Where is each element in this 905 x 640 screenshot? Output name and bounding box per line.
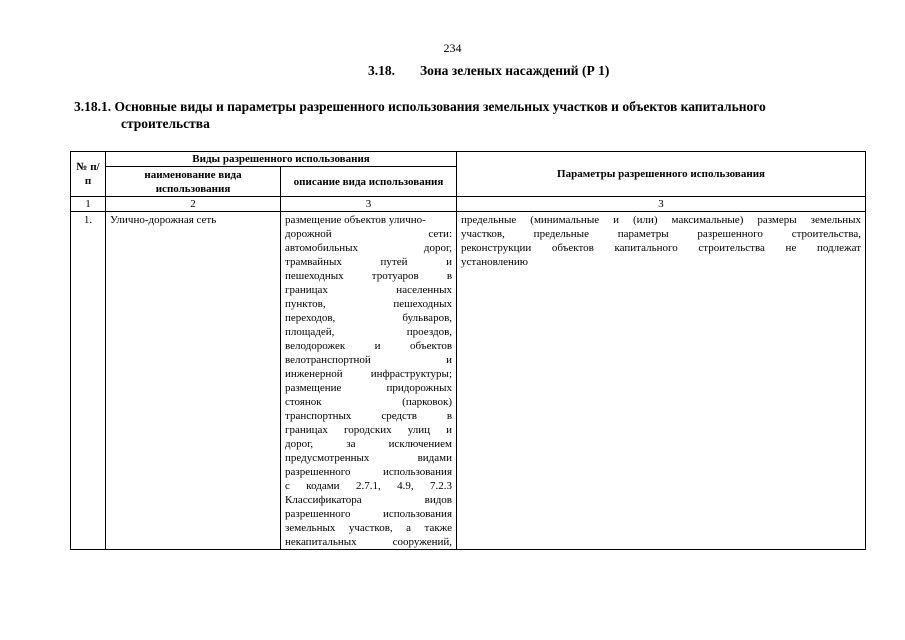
col-number-1: 1 xyxy=(71,197,106,212)
subsection-heading xyxy=(74,98,874,132)
row-params xyxy=(457,212,866,550)
description-lines xyxy=(285,213,452,549)
params-line: участков, предельные параметры разрешенного строительства, xyxy=(461,228,862,240)
row-num: 1. xyxy=(71,212,106,550)
description-line: с кодами 2.7.1, 4.9, 7.2.3 xyxy=(285,480,453,492)
table-row xyxy=(71,212,866,550)
col-number-4: 3 xyxy=(457,197,866,212)
description-line: земельных участков, а также xyxy=(285,522,453,534)
description-line: некапитальных сооружений, xyxy=(285,536,453,548)
description-line: площадей, проездов, xyxy=(285,326,453,338)
description-line: пунктов, пешеходных xyxy=(285,298,453,310)
description-line: транспортных средств в xyxy=(285,410,453,422)
params-line: реконструкции объектов капитального строительства не подлежат xyxy=(461,242,862,254)
description-line: размещение объектов улично- xyxy=(285,214,426,226)
description-line: границах населенных xyxy=(285,284,453,296)
description-line: переходов, бульваров, xyxy=(285,312,453,324)
description-line: инженерной инфраструктуры; xyxy=(285,368,453,380)
description-line: трамвайных путей и xyxy=(285,256,453,268)
description-line: велодорожек и объектов xyxy=(285,340,453,352)
page-number: 234 xyxy=(443,41,462,55)
header-name-col: наименование вида использования xyxy=(106,167,281,197)
description-line: предусмотренных видами xyxy=(285,452,453,464)
description-line: велотранспортной и xyxy=(285,354,453,366)
header-num xyxy=(71,152,106,197)
params-line: установлению xyxy=(461,256,529,268)
section-heading xyxy=(368,63,609,79)
description-line: дорог, за исключением xyxy=(285,438,453,450)
row-use-name: Улично-дорожная сеть xyxy=(106,212,281,550)
params-lines xyxy=(461,213,861,269)
section-title: Зона зеленых насаждений (Р 1) xyxy=(420,63,610,78)
description-line: разрешенного использования xyxy=(285,466,453,478)
description-line: границах городских улиц и xyxy=(285,424,453,436)
description-line: пешеходных тротуаров в xyxy=(285,270,453,282)
header-params: Параметры разрешенного использования xyxy=(457,152,866,197)
col-number-2: 2 xyxy=(106,197,281,212)
description-line: разрешенного использования xyxy=(285,508,453,520)
header-group: Виды разрешенного использования xyxy=(106,152,457,167)
section-number: 3.18. xyxy=(368,63,395,78)
description-line: стоянок (парковок) xyxy=(285,396,453,408)
params-line: предельные (минимальные и (или) максимальные) размеры земельных xyxy=(461,214,862,226)
permitted-use-table xyxy=(70,151,866,550)
subsection-title-line1: 3.18.1. Основные виды и параметры разрешенного использования земельных участков и объектов капитального xyxy=(74,99,766,114)
description-line: Классификатора видов xyxy=(285,494,453,506)
header-desc-col: описание вида использования xyxy=(281,167,457,197)
row-description xyxy=(281,212,457,550)
header-num-text: № п/п xyxy=(76,161,100,187)
description-line: размещение придорожных xyxy=(285,382,453,394)
description-line: автомобильных дорог, xyxy=(285,242,453,254)
subsection-title-line2: строительства xyxy=(121,116,210,131)
col-number-3: 3 xyxy=(281,197,457,212)
description-line: дорожной сети: xyxy=(285,228,453,240)
